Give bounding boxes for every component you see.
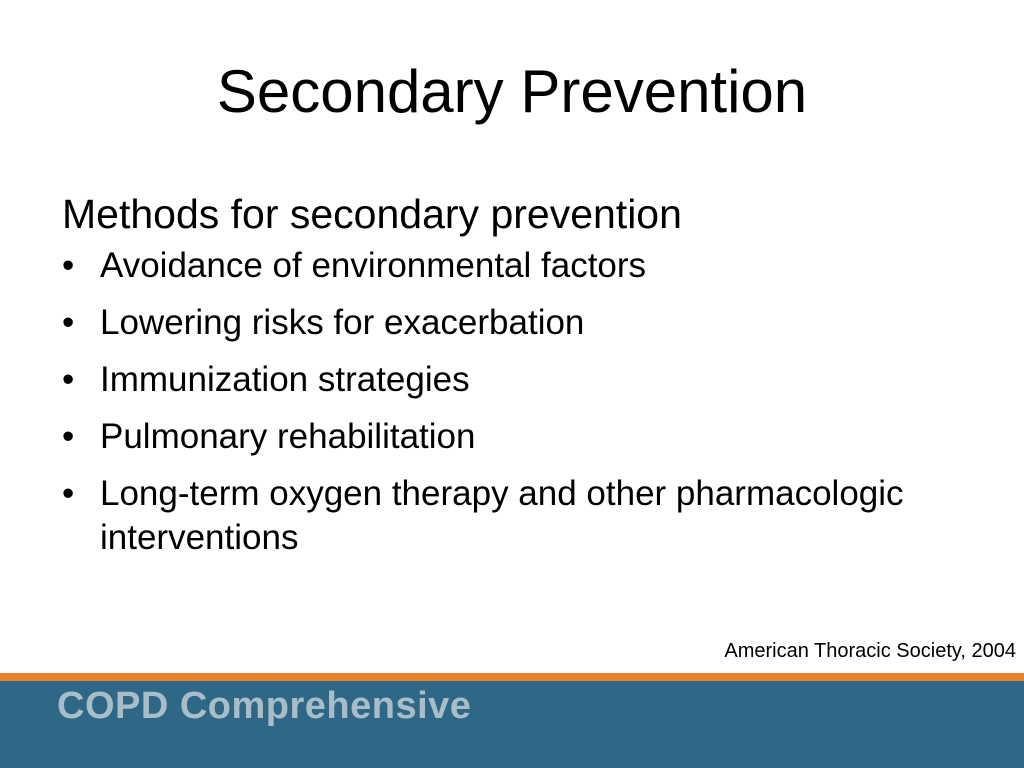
bullet-text: Pulmonary rehabilitation xyxy=(100,417,476,456)
bullet-list xyxy=(62,244,962,560)
slide-title: Secondary Prevention xyxy=(216,58,808,125)
bullet-item xyxy=(62,301,962,345)
bullet-item xyxy=(62,244,962,288)
bullet-text: Lowering risks for exacerbation xyxy=(100,303,585,342)
bullet-text: Immunization strategies xyxy=(100,360,470,399)
footer-brand-logo: COPD Comprehensive xyxy=(57,685,472,727)
slide-content xyxy=(62,188,962,573)
bullet-item xyxy=(62,358,962,402)
accent-bar xyxy=(0,673,1024,681)
content-heading: Methods for secondary prevention xyxy=(62,191,682,237)
bullet-icon: • xyxy=(62,417,75,456)
bullet-item xyxy=(62,472,962,560)
bullet-icon: • xyxy=(62,360,75,399)
bullet-icon: • xyxy=(62,303,75,342)
bullet-text: Long-term oxygen therapy and other pharmacologic interventions xyxy=(100,474,904,557)
citation: American Thoracic Society, 2004 xyxy=(724,640,1016,662)
bullet-icon: • xyxy=(62,246,75,285)
bullet-icon: • xyxy=(62,474,75,513)
bullet-item xyxy=(62,415,962,459)
bullet-text: Avoidance of environmental factors xyxy=(100,246,647,285)
